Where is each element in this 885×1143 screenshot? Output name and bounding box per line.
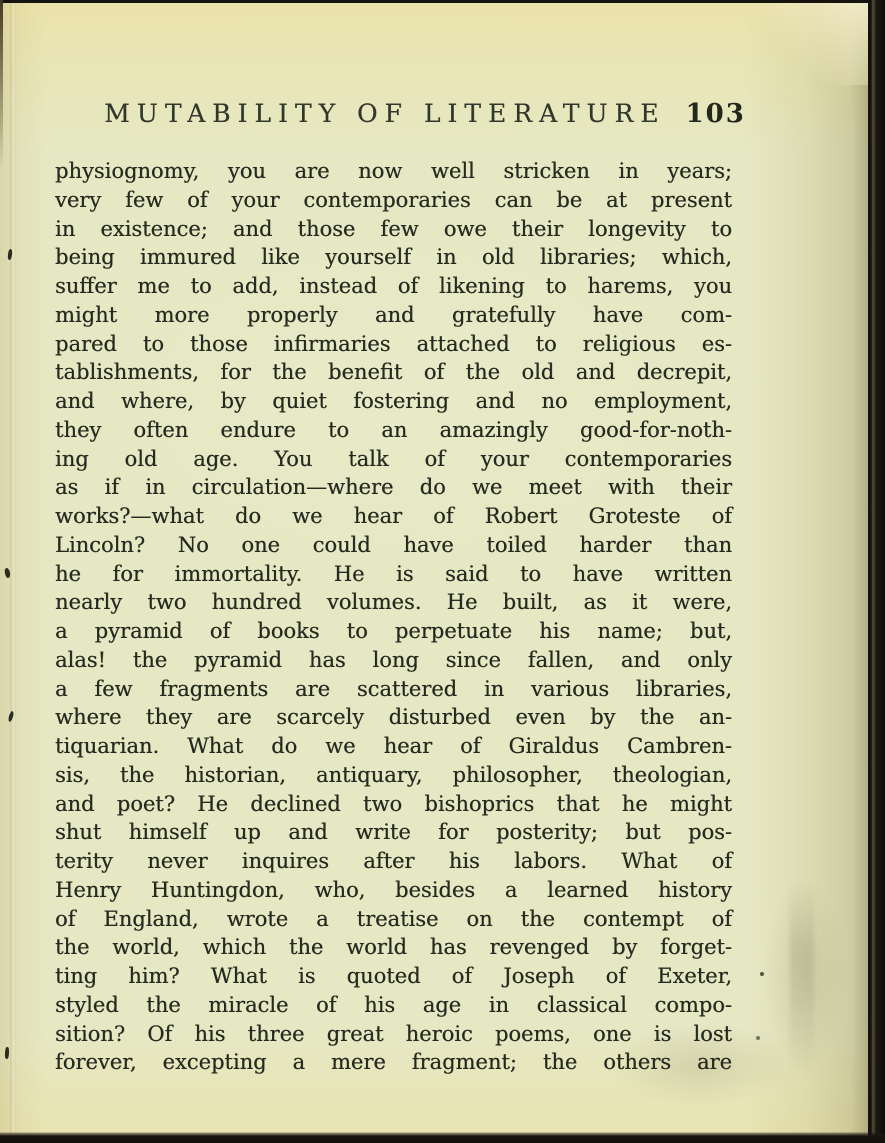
text-line: a pyramid of books to perpetuate his name; but, [55, 619, 732, 643]
text-line: tablishments, for the benefit of the old and decrepit, [55, 360, 732, 385]
ink-dot [756, 1036, 760, 1040]
text-line: of England, wrote a treatise on the contempt of [55, 906, 732, 931]
text-line: very few of your contemporaries can be at present [55, 187, 732, 212]
ink-speck [5, 1047, 10, 1059]
ink-dot [760, 972, 764, 976]
text-line: forever, excepting a mere fragment; the others are [55, 1050, 732, 1075]
running-head [0, 99, 850, 129]
text-line: as if in circulation—where do we meet with their [55, 475, 732, 500]
text-line: works?—what do we hear of Robert Groteste of [55, 504, 732, 528]
text-line: the world, which the world has revenged by forget- [55, 935, 732, 960]
text-line: sis, the historian, antiquary, philosopher, theologian, [55, 762, 732, 787]
text-line: being immured like yourself in old libraries; which, [55, 245, 732, 270]
text-line: nearly two hundred volumes. He built, as it were, [55, 590, 732, 615]
text-line: physiognomy, you are now well stricken in years; [55, 159, 732, 183]
text-line: ing old age. You talk of your contemporaries [55, 446, 732, 471]
text-line: ting him? What is quoted of Joseph of Exeter, [55, 964, 732, 988]
scan-smudge [790, 880, 814, 1080]
text-line: in existence; and those few owe their longevity to [55, 216, 732, 241]
text-line: pared to those infirmaries attached to religious es- [55, 331, 732, 356]
left-edge-crease [10, 0, 16, 1143]
scan-edge-left [0, 0, 3, 170]
scan-edge-right [868, 0, 885, 1143]
running-title: MUTABILITY OF LITERATURE [104, 99, 666, 128]
scan-edge-top [0, 0, 885, 3]
text-line: a few fragments are scattered in various libraries, [55, 676, 732, 701]
text-line: and where, by quiet fostering and no employment, [55, 389, 732, 413]
text-line: they often endure to an amazingly good-for-noth- [55, 417, 732, 442]
text-line: Henry Huntingdon, who, besides a learned history [55, 877, 732, 902]
page-corner-fold [749, 0, 869, 85]
text-line: styled the miracle of his age in classical compo- [55, 992, 732, 1017]
text-line: might more properly and gratefully have com- [55, 302, 732, 327]
text-line: tiquarian. What do we hear of Giraldus Cambren- [55, 734, 732, 758]
scan-edge-bottom [0, 1132, 885, 1143]
text-line: Lincoln? No one could have toiled harder than [55, 532, 732, 557]
text-line: sition? Of his three great heroic poems, one is lost [55, 1021, 732, 1046]
text-line: terity never inquires after his labors. What of [55, 849, 732, 873]
text-line: and poet? He declined two bishoprics that he might [55, 791, 732, 816]
page-number: 103 [685, 99, 746, 129]
text-line: he for immortality. He is said to have written [55, 561, 732, 586]
text-line: suffer me to add, instead of likening to harems, you [55, 274, 732, 298]
text-line: alas! the pyramid has long since fallen, and only [55, 647, 732, 672]
text-line: shut himself up and write for posterity; but pos- [55, 820, 732, 845]
body-text [55, 157, 732, 1077]
text-line: where they are scarcely disturbed even by the an- [55, 705, 732, 730]
